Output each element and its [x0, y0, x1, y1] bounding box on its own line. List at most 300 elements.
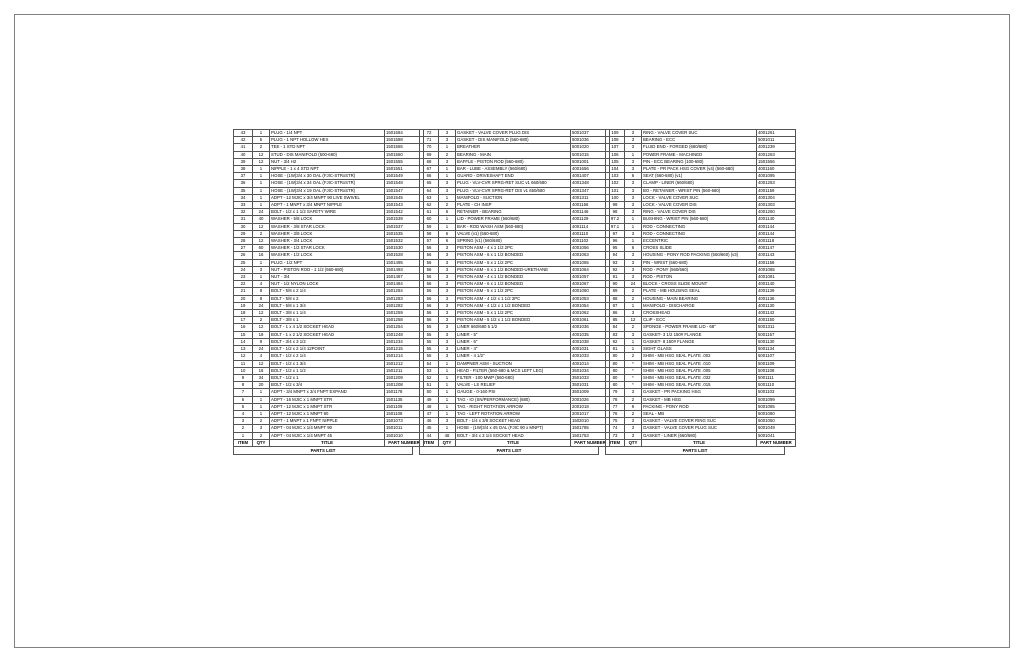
- part-number-cell: 4001159: [757, 187, 796, 194]
- quantity-cell: 3: [625, 130, 642, 137]
- title-cell: ADPT - 1 MNPT x 3/4 MNPT NIPPLE: [270, 202, 385, 209]
- title-cell: LOCK - VALVE COVER SUC: [642, 194, 757, 201]
- part-number-cell: 1501545: [385, 194, 424, 201]
- table-row: [234, 389, 424, 396]
- title-cell: BOLT - 1/2 x 3/4: [270, 382, 385, 389]
- quantity-cell: 3: [625, 230, 642, 237]
- title-cell: GASKET - VALVE COVER RING SUC: [642, 418, 757, 425]
- item-number-cell: 55: [420, 338, 439, 345]
- item-number-cell: 56: [420, 245, 439, 252]
- part-number-cell: 1501684: [385, 130, 424, 137]
- table-row: [420, 331, 610, 338]
- table-row: [606, 432, 796, 439]
- title-cell: LINER 660/680 5 1/2: [456, 324, 571, 331]
- table-row: [420, 418, 610, 425]
- table-row: [606, 374, 796, 381]
- title-cell: CLIP - ECC: [642, 317, 757, 324]
- item-number-cell: 30: [234, 223, 253, 230]
- item-number-cell: 1: [234, 432, 253, 439]
- table-row: [420, 245, 610, 252]
- quantity-cell: 12: [253, 223, 270, 230]
- title-cell: SHIM - MB HSG SEAL PLATE .032: [642, 374, 757, 381]
- title-cell: PIN - ECC BEARING (100-680): [642, 158, 757, 165]
- part-number-cell: 1501493: [385, 266, 424, 273]
- title-cell: TEE - 1 STD NPT: [270, 144, 385, 151]
- title-cell: HEAD - FILTER (560-680 & MCS LEFT LEG): [456, 367, 571, 374]
- item-number-cell: 42: [234, 137, 253, 144]
- quantity-cell: 1: [625, 216, 642, 223]
- part-number-cell: 4001136: [757, 295, 796, 302]
- table-row: [234, 353, 424, 360]
- quantity-cell: 3: [625, 432, 642, 439]
- part-number-cell: 1501560: [385, 151, 424, 158]
- quantity-cell: 60: [253, 245, 270, 252]
- table-row: [234, 374, 424, 381]
- item-number-cell: 109: [606, 130, 625, 137]
- part-number-cell: 4001129: [571, 216, 610, 223]
- title-cell: GASKET - LINER (660/680): [642, 432, 757, 439]
- part-number-cell: 1501555: [385, 158, 424, 165]
- table-row: [606, 382, 796, 389]
- table-row: [420, 266, 610, 273]
- quantity-cell: 1: [253, 403, 270, 410]
- table-row: [420, 223, 610, 230]
- quantity-cell: 3: [439, 418, 456, 425]
- table-row: [234, 223, 424, 230]
- quantity-cell: 3: [439, 295, 456, 302]
- title-cell: LINER - 4": [456, 346, 571, 353]
- title-cell: HOSE - (1W)3/4 x 30 OAL (FJIC-STRxSTR): [270, 173, 385, 180]
- title-cell: WASHER - 1/2 LOCK: [270, 252, 385, 259]
- item-number-cell: 105: [606, 158, 625, 165]
- part-number-cell: 4001060: [571, 288, 610, 295]
- part-number-cell: 4001407: [571, 173, 610, 180]
- quantity-cell: 3: [439, 252, 456, 259]
- table-row: [606, 230, 796, 237]
- title-cell: ADPT - 04 MJIC x 1/4 MNPT 45: [270, 432, 385, 439]
- parts-list-column-3: [605, 129, 792, 455]
- table-row: [606, 288, 796, 295]
- qty-header: QTY: [625, 439, 642, 446]
- quantity-cell: 2: [625, 353, 642, 360]
- part-number-cell: 4001156: [571, 202, 610, 209]
- quantity-cell: *: [625, 382, 642, 389]
- item-number-cell: 68: [420, 158, 439, 165]
- quantity-cell: 3: [625, 202, 642, 209]
- part-number-cell: 1501282: [385, 302, 424, 309]
- part-number-cell: 1501258: [385, 317, 424, 324]
- table-row: [606, 302, 796, 309]
- table-row: [606, 252, 796, 259]
- title-cell: ADPT - 1 MNPT x 1 FNPT NIPPLE: [270, 418, 385, 425]
- part-number-cell: 4001038: [571, 338, 610, 345]
- quantity-cell: 2: [253, 144, 270, 151]
- item-number-cell: 28: [234, 238, 253, 245]
- quantity-cell: 2: [439, 151, 456, 158]
- title-cell: PLUG - 1 NPT HOLLOW HEX: [270, 137, 385, 144]
- part-number-cell: 4001146: [571, 209, 610, 216]
- title-cell: HOSE - (1W)3/4 x 19 OAL (FJIC-STRxSTR): [270, 187, 385, 194]
- title-cell: PISTON ASM - 6 x 1 1/2 BONDED-URETHANE: [456, 266, 571, 273]
- quantity-cell: 1: [439, 374, 456, 381]
- table-row: [606, 259, 796, 266]
- title-cell: BOLT - 3/8 x 1: [270, 317, 385, 324]
- table-row: [606, 324, 796, 331]
- item-number-cell: 56: [420, 266, 439, 273]
- title-cell: BO - RETAINER - WRIST PIN (560-680): [642, 187, 757, 194]
- item-number-cell: 76: [606, 410, 625, 417]
- title-cell: SHIM - MB HSG SEAL PLATE .002: [642, 353, 757, 360]
- quantity-cell: 3: [625, 187, 642, 194]
- quantity-cell: 5: [253, 137, 270, 144]
- title-cell: NUT - 3/4 H2: [270, 158, 385, 165]
- quantity-cell: 3: [253, 425, 270, 432]
- title-cell: TAG - LEFT ROTATION ARROW: [456, 410, 571, 417]
- table-row: [420, 230, 610, 237]
- title-cell: MANIFOLD - SUCTION: [456, 194, 571, 201]
- item-number-cell: 87: [606, 302, 625, 309]
- item-number-cell: 84: [606, 324, 625, 331]
- item-number-cell: 64: [420, 187, 439, 194]
- quantity-cell: 24: [253, 302, 270, 309]
- part-number-cell: 1501753: [571, 432, 610, 439]
- quantity-cell: 6: [625, 173, 642, 180]
- part-number-cell: 3501034: [571, 367, 610, 374]
- table-row: [606, 180, 796, 187]
- quantity-cell: 2: [253, 230, 270, 237]
- quantity-cell: 3: [625, 137, 642, 144]
- title-cell: POWER FRAME - MACHINED: [642, 151, 757, 158]
- title-cell: BOLT - 1/2 x 2 1/4 12POINT: [270, 346, 385, 353]
- quantity-cell: 1: [439, 360, 456, 367]
- table-row: [234, 144, 424, 151]
- title-cell: ADPT - 04 MJIC x 1/4 MNPT 90: [270, 425, 385, 432]
- part-number-cell: 4001061: [571, 317, 610, 324]
- part-number-cell: 1501248: [385, 331, 424, 338]
- table-row: [420, 158, 610, 165]
- title-cell: PISTON ASM - 4 x 1 1/2 2PC: [456, 245, 571, 252]
- item-number-cell: 16: [234, 324, 253, 331]
- item-number-cell: 69: [420, 151, 439, 158]
- part-number-header: PART NUMBER: [385, 439, 424, 446]
- table-row: [234, 367, 424, 374]
- item-number-cell: 17: [234, 317, 253, 324]
- part-number-cell: 1501530: [385, 245, 424, 252]
- quantity-cell: 2: [625, 396, 642, 403]
- title-cell: NUT - PISTON ROD - 1 1/2 (560-680): [270, 266, 385, 273]
- item-number-cell: 67: [420, 166, 439, 173]
- quantity-cell: 3: [439, 158, 456, 165]
- item-number-cell: 73: [606, 432, 625, 439]
- quantity-cell: 3: [625, 144, 642, 151]
- quantity-cell: 3: [439, 245, 456, 252]
- table-row: [420, 410, 610, 417]
- part-number-cell: 1501283: [385, 295, 424, 302]
- quantity-cell: 3: [625, 418, 642, 425]
- quantity-cell: 4: [253, 353, 270, 360]
- quantity-cell: 1: [439, 194, 456, 201]
- quantity-cell: 1: [439, 144, 456, 151]
- item-number-cell: 77: [606, 403, 625, 410]
- table-row: [420, 317, 610, 324]
- part-number-cell: 2001018: [571, 403, 610, 410]
- item-number-cell: 11: [234, 360, 253, 367]
- title-cell: PLUG - VLV-CVR SPRG-RET SUC v1 660/680: [456, 180, 571, 187]
- item-number-cell: 93: [606, 259, 625, 266]
- title-cell: ROD - PONY (560/660): [642, 266, 757, 273]
- part-number-cell: 4001035: [571, 331, 610, 338]
- item-number-cell: 54: [420, 360, 439, 367]
- quantity-cell: 12: [253, 238, 270, 245]
- table-row: [234, 360, 424, 367]
- item-number-cell: 104: [606, 166, 625, 173]
- item-number-cell: 34: [234, 194, 253, 201]
- item-number-cell: 23: [234, 274, 253, 281]
- title-cell: GUARD - DRIVESHAFT END: [456, 173, 571, 180]
- parts-list-column-1: [233, 129, 420, 455]
- quantity-cell: 3: [625, 425, 642, 432]
- title-cell: PISTON ASM - 6 x 1 1/2 2PC: [456, 259, 571, 266]
- quantity-cell: 1: [253, 194, 270, 201]
- part-number-cell: 3501031: [571, 382, 610, 389]
- title-cell: BEARING - MAIN: [456, 151, 571, 158]
- part-number-cell: 4001033: [571, 353, 610, 360]
- title-cell: PISTON ASM - 4 x 1 1/2 BONDED: [456, 274, 571, 281]
- item-number-cell: 12: [234, 353, 253, 360]
- part-number-cell: 1501109: [385, 403, 424, 410]
- part-number-cell: 1501556: [757, 158, 796, 165]
- part-number-cell: 5001111: [757, 374, 796, 381]
- table-row: [606, 151, 796, 158]
- quantity-cell: 3: [439, 288, 456, 295]
- title-cell: SHIM - MB HSG SEAL PLATE .015: [642, 382, 757, 389]
- title-cell: ROD - CONNECTING: [642, 223, 757, 230]
- quantity-cell: 1: [253, 396, 270, 403]
- title-cell: PLATE - PR PACK HSG COVER (v4) (560-680): [642, 166, 757, 173]
- quantity-cell: 3: [625, 158, 642, 165]
- header-row: [420, 439, 610, 446]
- title-cell: CROSS SLIDE: [642, 245, 757, 252]
- item-number-cell: 3: [234, 418, 253, 425]
- quantity-cell: 4: [253, 281, 270, 288]
- title-cell: HOUSING - MAIN BEARING: [642, 295, 757, 302]
- item-number-cell: 39: [234, 158, 253, 165]
- part-number-cell: 1501548: [385, 180, 424, 187]
- part-number-cell: 4001140: [757, 281, 796, 288]
- item-number-cell: 86: [606, 310, 625, 317]
- title-cell: PISTON ASM - 6 x 1 1/2 BONDED: [456, 252, 571, 259]
- title-cell: PISTON ASM - 4 1/2 x 1 1/2 2PC: [456, 295, 571, 302]
- title-cell: PISTON ASM - 5 x 1 1/2 2PC: [456, 310, 571, 317]
- item-number-cell: 31: [234, 216, 253, 223]
- title-cell: TAG - IO (SN/PERFORMANCE) (680): [456, 396, 571, 403]
- item-number-cell: 41: [234, 144, 253, 151]
- part-number-cell: 4001065: [571, 259, 610, 266]
- table-row: [234, 310, 424, 317]
- part-number-cell: 5001085: [757, 403, 796, 410]
- title-cell: PACKING - PONY ROD: [642, 403, 757, 410]
- part-number-cell: 1501551: [385, 166, 424, 173]
- title-cell: SEAL - MB: [642, 410, 757, 417]
- table-row: [420, 302, 610, 309]
- item-number-cell: 50: [420, 389, 439, 396]
- part-number-cell: 4001062: [571, 310, 610, 317]
- item-number-cell: 48: [420, 403, 439, 410]
- table-row: [420, 295, 610, 302]
- table-row: [420, 425, 610, 432]
- part-number-cell: 4001144: [757, 230, 796, 237]
- table-row: [234, 137, 424, 144]
- part-number-cell: 4001311: [571, 194, 610, 201]
- item-number-cell: 103: [606, 173, 625, 180]
- title-cell: PLUG - 1/2 NPT: [270, 259, 385, 266]
- item-number-cell: 99: [606, 202, 625, 209]
- table-row: [420, 202, 610, 209]
- table-row: [606, 410, 796, 417]
- part-number-cell: 1501212: [385, 360, 424, 367]
- quantity-cell: 1: [625, 223, 642, 230]
- part-number-cell: 4001147: [757, 245, 796, 252]
- item-number-cell: 56: [420, 302, 439, 309]
- table-row: [606, 209, 796, 216]
- part-number-cell: 1501234: [385, 338, 424, 345]
- part-number-cell: 1501484: [385, 281, 424, 288]
- table-row: [420, 151, 610, 158]
- title-cell: RING - VALVE COVER DIS: [642, 209, 757, 216]
- quantity-cell: 2: [625, 295, 642, 302]
- quantity-cell: 6: [439, 230, 456, 237]
- part-number-cell: 3501009: [571, 389, 610, 396]
- table-row: [420, 238, 610, 245]
- table-row: [420, 187, 610, 194]
- quantity-cell: 3: [625, 194, 642, 201]
- table-row: [420, 346, 610, 353]
- title-cell: ROD - CONNECTING: [642, 230, 757, 237]
- item-number-cell: 80: [606, 367, 625, 374]
- title-cell: ADPT - 12 MJIC x 1 MNPT 90: [270, 410, 385, 417]
- title-cell: LOCK - VALVE COVER DIS: [642, 202, 757, 209]
- table-row: [606, 331, 796, 338]
- title-cell: WASHER - 5/8 LOCK: [270, 216, 385, 223]
- title-cell: BOLT - 1/2 x 1 1/2 SAFETY WIRE: [270, 209, 385, 216]
- table-row: [606, 137, 796, 144]
- part-number-cell: 4001160: [757, 166, 796, 173]
- title-cell: BOLT - 1 x 4 1/2 SOCKET HEAD: [270, 324, 385, 331]
- table-row: [606, 223, 796, 230]
- part-number-cell: 4001303: [757, 202, 796, 209]
- part-number-cell: 4001130: [757, 302, 796, 309]
- title-cell: FLUID END - FORGED (660/680): [642, 144, 757, 151]
- title-cell: GASKET - DIS MANIFOLD (560-680): [456, 137, 571, 144]
- title-header: TITLE: [270, 439, 385, 446]
- item-number-cell: 91: [606, 274, 625, 281]
- title-cell: PLUG - VLV-CVR SPRG-RET DIS v1 650/680: [456, 187, 571, 194]
- table-row: [606, 360, 796, 367]
- table-row: [234, 418, 424, 425]
- table-row: [606, 202, 796, 209]
- item-number-cell: 97: [606, 230, 625, 237]
- title-cell: SPONGE - POWER FRAME LID - 68": [642, 324, 757, 331]
- parts-list-caption: PARTS LIST: [605, 447, 785, 455]
- table-row: [420, 389, 610, 396]
- quantity-cell: 1: [253, 130, 270, 137]
- table-row: [420, 382, 610, 389]
- qty-header: QTY: [439, 439, 456, 446]
- table-row: [606, 425, 796, 432]
- item-number-cell: 92: [606, 266, 625, 273]
- item-number-cell: 2: [234, 425, 253, 432]
- item-number-cell: 36: [234, 180, 253, 187]
- table-row: [606, 403, 796, 410]
- item-number-cell: 75: [606, 418, 625, 425]
- title-cell: WASHER - 3/4 LOCK: [270, 238, 385, 245]
- part-number-cell: 1501543: [385, 202, 424, 209]
- title-cell: WASHER - 3/8 STAR LOCK: [270, 223, 385, 230]
- part-number-cell: 1501010: [385, 432, 424, 439]
- table-row: [420, 353, 610, 360]
- quantity-cell: 1: [625, 338, 642, 345]
- title-cell: BOLT - 1/2 x 2 1/4: [270, 353, 385, 360]
- part-number-cell: 5001041: [757, 432, 796, 439]
- quantity-cell: 1: [439, 403, 456, 410]
- title-cell: ADPT - 12 MJIC x 3/4 MNPT 90 LIVE SWIVEL: [270, 194, 385, 201]
- quantity-cell: 1: [253, 274, 270, 281]
- parts-table: [419, 129, 610, 447]
- item-number-cell: 78: [606, 396, 625, 403]
- table-row: [234, 324, 424, 331]
- item-number-cell: 56: [420, 310, 439, 317]
- part-number-cell: 4001260: [757, 209, 796, 216]
- parts-table: [605, 129, 796, 447]
- title-cell: LID - POWER FRAME (560/680): [456, 216, 571, 223]
- title-cell: GASKET - MB HSG: [642, 396, 757, 403]
- part-number-cell: 5001311: [757, 324, 796, 331]
- table-row: [234, 288, 424, 295]
- quantity-cell: 3: [625, 209, 642, 216]
- table-row: [606, 274, 796, 281]
- item-number-cell: 38: [234, 166, 253, 173]
- quantity-cell: 2: [625, 410, 642, 417]
- item-number-cell: 90: [606, 281, 625, 288]
- title-cell: PISTON ASM - 4 1/2 x 1 1/2 BONDED: [456, 302, 571, 309]
- part-number-cell: 1501108: [385, 410, 424, 417]
- part-number-cell: 1501259: [385, 310, 424, 317]
- parts-list-caption: PARTS LIST: [233, 447, 413, 455]
- title-header: TITLE: [456, 439, 571, 446]
- part-number-cell: 4001143: [757, 252, 796, 259]
- title-cell: BOLT - 1/4 x 3/8 SOCKET HEAD: [456, 418, 571, 425]
- table-row: [420, 252, 610, 259]
- quantity-cell: 3: [439, 274, 456, 281]
- title-cell: PLUG - 1/4 NPT: [270, 130, 385, 137]
- quantity-cell: 3: [439, 338, 456, 345]
- quantity-cell: 1: [253, 166, 270, 173]
- title-cell: GASKET - VALVE COVER PLUG DIS: [456, 130, 571, 137]
- item-number-cell: 37: [234, 173, 253, 180]
- part-number-cell: 4001348: [571, 180, 610, 187]
- table-row: [420, 194, 610, 201]
- part-number-cell: 4001102: [571, 238, 610, 245]
- table-row: [234, 346, 424, 353]
- quantity-cell: 3: [439, 281, 456, 288]
- part-number-cell: 4001110: [571, 230, 610, 237]
- table-row: [420, 374, 610, 381]
- item-number-cell: 45: [420, 425, 439, 432]
- part-number-cell: 4001054: [571, 302, 610, 309]
- quantity-cell: 24: [253, 346, 270, 353]
- item-number-cell: 80: [606, 374, 625, 381]
- part-number-cell: 1501495: [385, 259, 424, 266]
